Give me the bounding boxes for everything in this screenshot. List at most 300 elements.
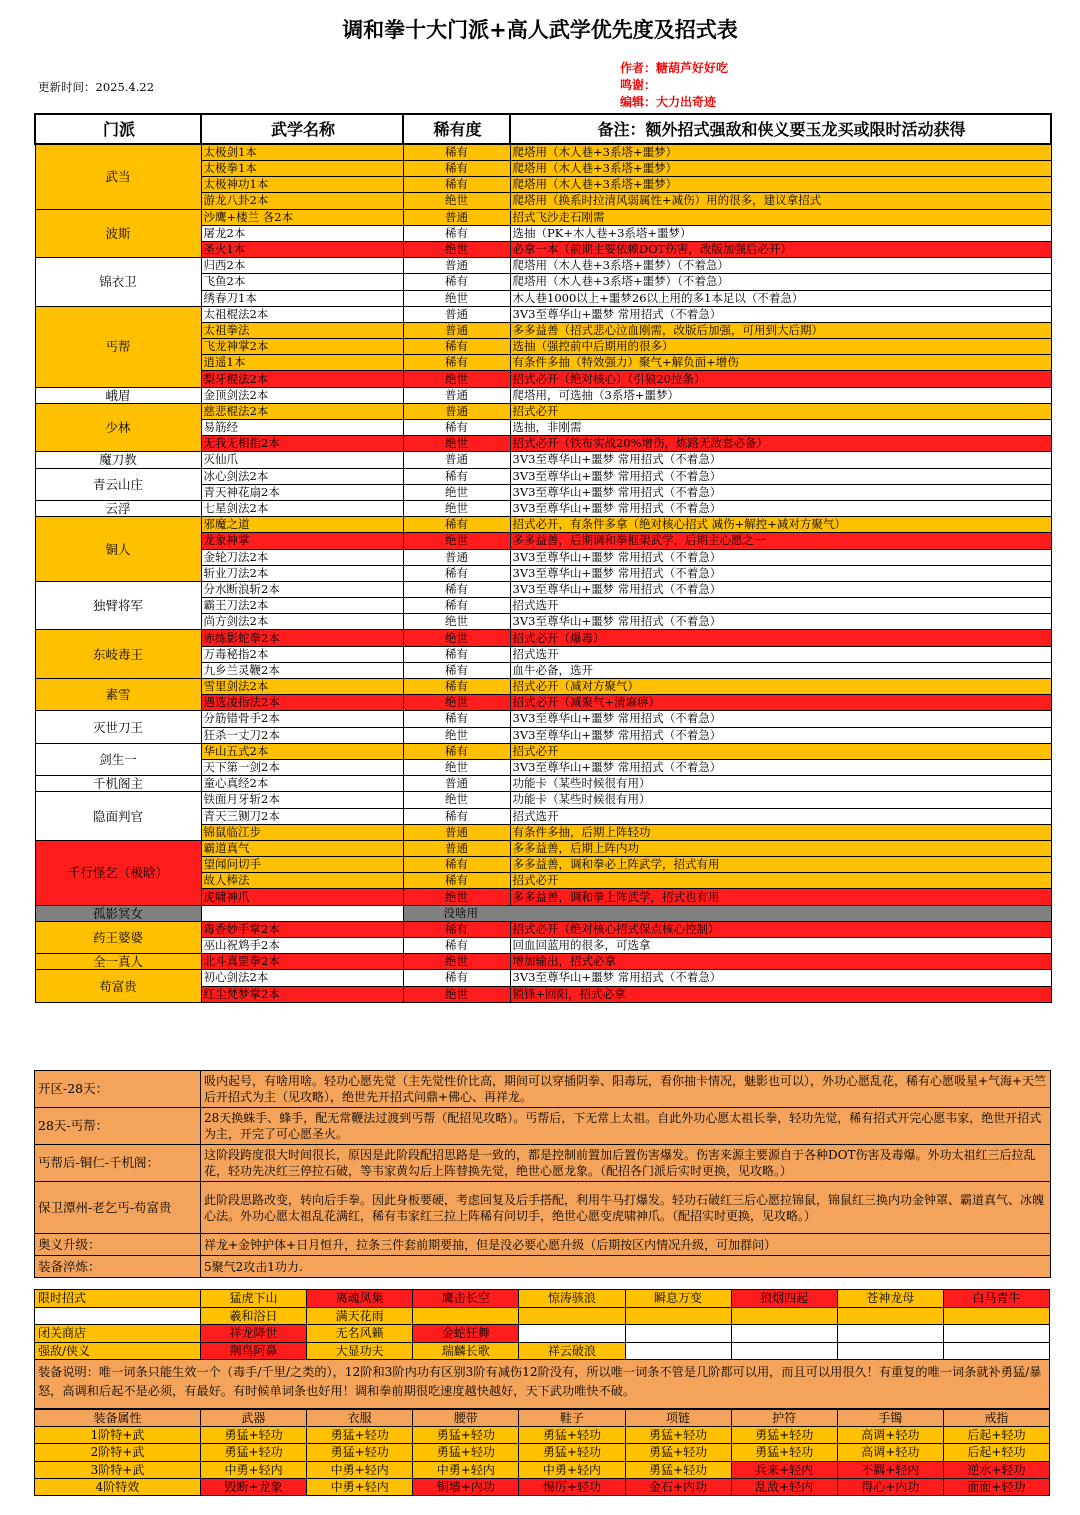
rarity: 稀有 xyxy=(403,565,510,581)
rarity: 稀有 xyxy=(403,355,510,371)
equip-affix: 面面+轻功 xyxy=(943,1478,1049,1495)
stage-notes-body xyxy=(35,1071,1051,1278)
limited-skill: 荆鸟阿鼻 xyxy=(201,1342,307,1360)
sect-name: 千机阁主 xyxy=(35,776,201,792)
skill-row xyxy=(35,258,1051,274)
rarity: 稀有 xyxy=(403,743,510,759)
skill-row xyxy=(35,403,1051,419)
rarity: 绝世 xyxy=(403,792,510,808)
stage-text: 28天换蛛手、蜂手，配无常鞭法过渡到丐帮（配招见攻略）。丐帮后，下无常上太祖。自此外功心愿太祖长拳，轻功先觉，稀有招式开完心愿韦家，绝世开招式为主，开完了可心愿圣火。 xyxy=(201,1108,1051,1145)
sect-name: 全一真人 xyxy=(35,954,201,970)
page-title: 调和拳十大门派+高人武学优先度及招式表 xyxy=(342,18,738,42)
skill-name: 分筋错骨手2本 xyxy=(201,711,403,727)
skill-note: 必拿一本（前期主要依赖DOT伤害，改版加强后必开） xyxy=(510,241,1051,257)
skill-row xyxy=(35,517,1051,533)
skill-note: 3V3至尊华山+噩梦 常用招式（不着急） xyxy=(510,711,1051,727)
rarity: 没啥用 xyxy=(403,905,1051,921)
sect-name: 千行怪乞（极晗） xyxy=(35,840,201,905)
stage-note-row xyxy=(35,1182,1051,1234)
limited-skill: 白马青牛 xyxy=(943,1290,1049,1308)
skill-note: 木人巷1000以上+噩梦26以上用的多1本足以（不着急） xyxy=(510,290,1051,306)
rarity: 绝世 xyxy=(403,290,510,306)
skill-name: 龙象神掌 xyxy=(201,533,403,549)
skill-name: 斩业刀法2本 xyxy=(201,565,403,581)
limited-group-label: 闭关商店 xyxy=(35,1325,201,1343)
skill-note: 3V3至尊华山+噩梦 常用招式（不着急） xyxy=(510,484,1051,500)
rarity: 稀有 xyxy=(403,177,510,193)
rarity: 绝世 xyxy=(403,695,510,711)
rarity: 绝世 xyxy=(403,241,510,257)
skill-note: 3V3至尊华山+噩梦 常用招式（不着急） xyxy=(510,759,1051,775)
equip-affix: 不羁+轻内 xyxy=(837,1461,943,1478)
rarity: 稀有 xyxy=(403,225,510,241)
limited-skill xyxy=(731,1325,837,1343)
header-sect: 门派 xyxy=(35,114,201,144)
skill-note: 功能卡（某些时候很有用） xyxy=(510,776,1051,792)
skill-name: 万毒秘指2本 xyxy=(201,646,403,662)
skill-row xyxy=(35,792,1051,808)
rarity: 普通 xyxy=(403,549,510,565)
limited-skill: 无名风籁 xyxy=(307,1325,413,1343)
sect-name: 魔刀教 xyxy=(35,452,201,468)
stage-note-row xyxy=(35,1071,1051,1108)
rarity: 稀有 xyxy=(403,274,510,290)
skill-note: 3V3至尊华山+噩梦 常用招式（不着急） xyxy=(510,468,1051,484)
equip-header: 武器 xyxy=(201,1410,307,1427)
skill-priority-table xyxy=(34,113,1052,1003)
equip-affix: 中勇+轻内 xyxy=(307,1461,413,1478)
skill-name: 故人棒法 xyxy=(201,873,403,889)
stage-text: 祥龙+金钟护体+日月恒升，拉条三件套前期要抽，但是没必要心愿升级（后期按区内情况升级，可加群问） xyxy=(201,1234,1051,1256)
stage-label: 奥义升级： xyxy=(35,1234,201,1256)
skill-note: 招式必开 xyxy=(510,743,1051,759)
skill-note: 爬塔用（木人巷+3系塔+噩梦） xyxy=(510,177,1051,193)
equip-affix: 中勇+轻内 xyxy=(413,1461,519,1478)
skill-name: 游龙八卦2本 xyxy=(201,193,403,209)
limited-skills-row xyxy=(35,1325,1050,1343)
skill-note: 回血回蓝用的很多，可选拿 xyxy=(510,938,1051,954)
skill-note: 选抽（PK+木人巷+3系塔+噩梦） xyxy=(510,225,1051,241)
stage-text: 这阶段跨度很大时间很长，原因是此阶段配招思路是一致的，都是控制前置加后置伤害爆发。伤害来源主要源自于各种DOT伤害及毒爆。外功太祖红三后拉乱花，轻功先决红三停拉石破，等韦家黄勾后上阵替换先觉，绝世心愿龙象。（配招各门派后实时更换，见攻略。） xyxy=(201,1145,1051,1182)
equip-affix: 得心+内功 xyxy=(837,1478,943,1495)
equip-affix: 后起+轻功 xyxy=(943,1444,1049,1461)
skill-row xyxy=(35,500,1051,516)
rarity: 稀有 xyxy=(403,938,510,954)
limited-skills-grid xyxy=(34,1289,1050,1360)
skill-name: 巫山祝鸩手2本 xyxy=(201,938,403,954)
skill-name: 赤练影蛇拳2本 xyxy=(201,630,403,646)
stage-label: 开区-28天： xyxy=(35,1071,201,1108)
rarity: 稀有 xyxy=(403,873,510,889)
credit-author: 作者：糖葫芦好好吃 xyxy=(620,61,729,75)
equip-tier: 1阶特+武 xyxy=(35,1427,201,1444)
skill-note: 多多益善，后期调和拳框架武学，后期主心愿之一 xyxy=(510,533,1051,549)
limited-skill xyxy=(943,1307,1049,1325)
rarity: 稀有 xyxy=(403,468,510,484)
equipment-table xyxy=(34,1409,1050,1496)
skill-note: 招式必开（减对方聚气） xyxy=(510,679,1051,695)
table-header-row xyxy=(35,114,1051,144)
skill-name: 邪魔之道 xyxy=(201,517,403,533)
sect-name: 孤影冥女 xyxy=(35,905,201,921)
skill-note: 招式必开（减聚气+清麻痹） xyxy=(510,695,1051,711)
limited-skill: 大显功夫 xyxy=(307,1342,413,1360)
skill-note: 3V3至尊华山+噩梦 常用招式（不着急） xyxy=(510,614,1051,630)
stage-note-row xyxy=(35,1256,1051,1278)
rarity: 稀有 xyxy=(403,598,510,614)
rarity: 绝世 xyxy=(403,533,510,549)
skill-row xyxy=(35,452,1051,468)
limited-skill xyxy=(837,1342,943,1360)
limited-skill: 满天花雨 xyxy=(307,1307,413,1325)
skill-name: 童心真经2本 xyxy=(201,776,403,792)
skill-note: 招式必开（爆毒） xyxy=(510,630,1051,646)
equip-header: 装备属性 xyxy=(35,1410,201,1427)
skill-name: 飞龙神掌2本 xyxy=(201,339,403,355)
skill-row xyxy=(35,711,1051,727)
skill-name: 红尘梵梦掌2本 xyxy=(201,986,403,1002)
rarity: 普通 xyxy=(403,840,510,856)
rarity: 普通 xyxy=(403,209,510,225)
skill-row xyxy=(35,468,1051,484)
limited-skill: 祥云破浪 xyxy=(519,1342,625,1360)
header-note: 备注：额外招式强敌和侠义要玉龙买或限时活动获得 xyxy=(510,114,1051,144)
skill-note: 3V3至尊华山+噩梦 常用招式（不着急） xyxy=(510,970,1051,986)
equip-affix: 勇猛+轻功 xyxy=(307,1427,413,1444)
sect-name: 独臂将军 xyxy=(35,581,201,630)
sect-name: 隐面判官 xyxy=(35,792,201,841)
skill-name: 锦鼠临江步 xyxy=(201,824,403,840)
stage-text: 此阶段思路改变，转向后手拳。因此身板要硬，考虑回复及后手搭配，利用牛马打爆发。轻功石破红三后心愿拉锦鼠，锦鼠红三换内功金钟罩、霸道真气、冰魄心法。外功心愿太祖乱花满红，稀有韦家红三拉上阵稀有问切手，绝世心愿变虎啸神爪。（配招实时更换，见攻略。） xyxy=(201,1182,1051,1234)
sect-name: 锦衣卫 xyxy=(35,258,201,307)
limited-group-label: 限时招式 xyxy=(35,1290,201,1308)
limited-skills-body xyxy=(35,1290,1050,1360)
rarity: 绝世 xyxy=(403,371,510,387)
equipment-row xyxy=(35,1427,1050,1444)
skill-note: 血牛必备，选开 xyxy=(510,662,1051,678)
skill-name: 青天三铡刀2本 xyxy=(201,808,403,824)
rarity: 稀有 xyxy=(403,339,510,355)
limited-skill xyxy=(519,1325,625,1343)
skill-name: 北斗真罡拳2本 xyxy=(201,954,403,970)
equip-affix: 乱敌+轻内 xyxy=(731,1478,837,1495)
limited-skills-row xyxy=(35,1290,1050,1308)
sect-name: 丐帮 xyxy=(35,306,201,387)
equip-affix: 勇猛+轻功 xyxy=(201,1427,307,1444)
equip-affix: 勇猛+轻功 xyxy=(307,1444,413,1461)
rarity: 稀有 xyxy=(403,420,510,436)
equip-affix: 惕厉+轻功 xyxy=(519,1478,625,1495)
rarity: 绝世 xyxy=(403,614,510,630)
skill-name: 毒香妙手掌2本 xyxy=(201,921,403,937)
stage-label: 28天-丐帮： xyxy=(35,1108,201,1145)
skill-note: 招式选开 xyxy=(510,808,1051,824)
skill-name: 华山五式2本 xyxy=(201,743,403,759)
sect-name: 峨眉 xyxy=(35,387,201,403)
sect-name: 铜人 xyxy=(35,517,201,582)
skill-note: 选抽，非刚需 xyxy=(510,420,1051,436)
equip-header: 鞋子 xyxy=(519,1410,625,1427)
skill-note: 招式选开 xyxy=(510,598,1051,614)
skill-row xyxy=(35,679,1051,695)
header-skill: 武学名称 xyxy=(201,114,403,144)
equip-affix: 兵来+轻内 xyxy=(731,1461,837,1478)
skill-name: 狂杀一丈刀2本 xyxy=(201,727,403,743)
skill-row xyxy=(35,970,1051,986)
equip-header: 手镯 xyxy=(837,1410,943,1427)
limited-skill: 惊涛骇浪 xyxy=(519,1290,625,1308)
equip-tier: 3阶特+武 xyxy=(35,1461,201,1478)
stage-note-row xyxy=(35,1145,1051,1182)
rarity: 稀有 xyxy=(403,970,510,986)
equip-header: 戒指 xyxy=(943,1410,1049,1427)
stage-note-row xyxy=(35,1234,1051,1256)
rarity: 绝世 xyxy=(403,889,510,905)
limited-skill: 狼烟四起 xyxy=(731,1290,837,1308)
skill-note: 有条件多抽（特效强力）聚气+解负面+增伤 xyxy=(510,355,1051,371)
skill-name: 初心剑法2本 xyxy=(201,970,403,986)
skill-note: 3V3至尊华山+噩梦 常用招式（不着急） xyxy=(510,581,1051,597)
rarity: 绝世 xyxy=(403,954,510,970)
rarity: 绝世 xyxy=(403,500,510,516)
skill-note: 爬塔用（木人巷+3系塔+噩梦）（不着急） xyxy=(510,274,1051,290)
skill-name: 金顶剑法2本 xyxy=(201,387,403,403)
rarity: 稀有 xyxy=(403,144,510,161)
rarity: 稀有 xyxy=(403,679,510,695)
skill-name: 太祖棍法2本 xyxy=(201,306,403,322)
skill-name: 遇选凌指法2本 xyxy=(201,695,403,711)
skill-note: 招式必开，有条件多拿（绝对核心招式 减伤+解控+减对方聚气） xyxy=(510,517,1051,533)
equip-affix: 中勇+轻内 xyxy=(307,1478,413,1495)
limited-skill xyxy=(943,1325,1049,1343)
limited-skill: 祥龙降世 xyxy=(201,1325,307,1343)
rarity: 绝世 xyxy=(403,484,510,500)
sect-name: 灭世刀王 xyxy=(35,711,201,743)
equip-affix: 中勇+轻内 xyxy=(519,1461,625,1478)
limited-skill: 离魂凤集 xyxy=(307,1290,413,1308)
skill-note: 3V3至尊华山+噩梦 常用招式（不着急） xyxy=(510,565,1051,581)
skill-row xyxy=(35,306,1051,322)
skill-name: 铁面月牙斩2本 xyxy=(201,792,403,808)
limited-skill xyxy=(625,1307,731,1325)
limited-group-label xyxy=(35,1307,201,1325)
skill-name: 霸道真气 xyxy=(201,840,403,856)
limited-skill xyxy=(413,1307,519,1325)
skill-note: 3V3至尊华山+噩梦 常用招式（不着急） xyxy=(510,452,1051,468)
skill-name: 灭仙爪 xyxy=(201,452,403,468)
skill-row xyxy=(35,776,1051,792)
skill-name: 霸王刀法2本 xyxy=(201,598,403,614)
skill-row xyxy=(35,144,1051,161)
rarity: 普通 xyxy=(403,824,510,840)
skill-name: 虎啸神爪 xyxy=(201,889,403,905)
limited-skill xyxy=(625,1325,731,1343)
skill-name: 归西2本 xyxy=(201,258,403,274)
rarity: 稀有 xyxy=(403,161,510,177)
skill-name: 分水断浪斩2本 xyxy=(201,581,403,597)
stage-text: 吸内起号，有啥用啥。轻功心愿先觉（主先觉性价比高，期间可以穿插阴拳、阳毒玩，看你抽卡情况，魅影也可以），外功心愿乱花，稀有心愿吸星+气海+天竺后开招式为主（见攻略），绝世先开招式问鼎+佛心、再祥龙。 xyxy=(201,1071,1051,1108)
skill-name: 太极拳1本 xyxy=(201,161,403,177)
skill-note: 招式必开（铁布实战20%增伤，炼路无敌套必备） xyxy=(510,436,1051,452)
header-rarity: 稀有度 xyxy=(403,114,510,144)
sect-name: 武当 xyxy=(35,144,201,209)
limited-skill xyxy=(731,1342,837,1360)
skill-note: 增加输出，招式必拿 xyxy=(510,954,1051,970)
skill-row xyxy=(35,954,1051,970)
skill-note: 招式选开 xyxy=(510,646,1051,662)
skill-name: 九乡兰灵鞭2本 xyxy=(201,662,403,678)
skill-name: 梨牙棍法2本 xyxy=(201,371,403,387)
skill-row xyxy=(35,387,1051,403)
skill-row xyxy=(35,209,1051,225)
rarity: 普通 xyxy=(403,306,510,322)
equip-affix: 毁断+龙象 xyxy=(201,1478,307,1495)
rarity: 普通 xyxy=(403,322,510,338)
equip-header: 项链 xyxy=(625,1410,731,1427)
skill-note: 爬塔用（换系时拉清风弱属性+减伤）用的很多，建议拿招式 xyxy=(510,193,1051,209)
skill-name: 屠龙2本 xyxy=(201,225,403,241)
stage-notes-table xyxy=(34,1070,1051,1278)
rarity: 稀有 xyxy=(403,921,510,937)
equip-affix: 勇猛+轻功 xyxy=(201,1444,307,1461)
limited-skills-row xyxy=(35,1307,1050,1325)
equip-affix: 铜墙+内功 xyxy=(413,1478,519,1495)
rarity: 稀有 xyxy=(403,646,510,662)
skill-name: 太祖拳法 xyxy=(201,322,403,338)
sect-name: 素雪 xyxy=(35,679,201,711)
skill-name: 七星剑法2本 xyxy=(201,500,403,516)
skill-name: 飞鱼2本 xyxy=(201,274,403,290)
skill-row xyxy=(35,905,1051,921)
equip-affix: 后起+轻功 xyxy=(943,1427,1049,1444)
skill-name: 雪里剑法2本 xyxy=(201,679,403,695)
rarity: 绝世 xyxy=(403,759,510,775)
limited-skill xyxy=(519,1307,625,1325)
skill-note: 招式必开（绝对核心）（引狼20拉条） xyxy=(510,371,1051,387)
skill-name: 无我无相指2本 xyxy=(201,436,403,452)
limited-skill: 猛虎下山 xyxy=(201,1290,307,1308)
equip-affix: 中勇+轻内 xyxy=(201,1461,307,1478)
credit-thanks: 鸣谢： xyxy=(620,78,657,92)
limited-skill xyxy=(731,1307,837,1325)
skill-name: 沙鹰+楼兰 各2本 xyxy=(201,209,403,225)
stage-label: 装备淬炼： xyxy=(35,1256,201,1278)
stage-text: 5聚气2攻击1功力. xyxy=(201,1256,1051,1278)
sect-name: 波斯 xyxy=(35,209,201,258)
rarity: 稀有 xyxy=(403,581,510,597)
skill-note: 3V3至尊华山+噩梦 常用招式（不着急） xyxy=(510,500,1051,516)
equip-affix: 高调+轻功 xyxy=(837,1444,943,1461)
skill-name: 太极剑1本 xyxy=(201,144,403,161)
rarity: 稀有 xyxy=(403,808,510,824)
rarity: 稀有 xyxy=(403,857,510,873)
limited-skill: 羲和浴日 xyxy=(201,1307,307,1325)
equipment-row xyxy=(35,1444,1050,1461)
stage-note-row xyxy=(35,1108,1051,1145)
skill-note: 爬塔用（木人巷+3系塔+噩梦） xyxy=(510,144,1051,161)
skill-note: 多多益善（招式悲心泣血刚需，改版后加强，可用到大后期） xyxy=(510,322,1051,338)
rarity: 普通 xyxy=(403,387,510,403)
equip-affix: 勇猛+轻功 xyxy=(625,1444,731,1461)
stage-label: 丐帮后-铜仁-千机阁： xyxy=(35,1145,201,1182)
skill-name: 逍遥1本 xyxy=(201,355,403,371)
sect-name: 青云山庄 xyxy=(35,468,201,500)
limited-skill xyxy=(625,1342,731,1360)
skill-note: 锁锋+回阳，招式必拿 xyxy=(510,986,1051,1002)
equip-affix: 勇猛+轻功 xyxy=(731,1444,837,1461)
skill-note: 3V3至尊华山+噩梦 常用招式（不着急） xyxy=(510,306,1051,322)
equip-affix: 金石+内功 xyxy=(625,1478,731,1495)
sect-name: 苟富贵 xyxy=(35,970,201,1002)
equip-affix: 勇猛+轻功 xyxy=(519,1427,625,1444)
skill-note: 3V3至尊华山+噩梦 常用招式（不着急） xyxy=(510,727,1051,743)
rarity: 绝世 xyxy=(403,193,510,209)
skill-name xyxy=(201,905,403,921)
skill-note: 招式必开 xyxy=(510,403,1051,419)
equip-affix: 勇猛+轻功 xyxy=(413,1444,519,1461)
equip-tier: 4阶特效 xyxy=(35,1478,201,1495)
rarity: 普通 xyxy=(403,258,510,274)
skill-row xyxy=(35,840,1051,856)
skill-note: 多多益善，调和拳上阵武学，招式也有用 xyxy=(510,889,1051,905)
rarity: 绝世 xyxy=(403,727,510,743)
equip-tier: 2阶特+武 xyxy=(35,1444,201,1461)
skill-name: 天下第一剑2本 xyxy=(201,759,403,775)
rarity: 普通 xyxy=(403,776,510,792)
sect-name: 剑生一 xyxy=(35,743,201,775)
equip-header: 衣服 xyxy=(307,1410,413,1427)
skill-name: 慈悲棍法2本 xyxy=(201,403,403,419)
rarity: 绝世 xyxy=(403,630,510,646)
stage-label: 保卫潭州-老乞丐-苟富贵 xyxy=(35,1182,201,1234)
equip-affix: 高调+轻功 xyxy=(837,1427,943,1444)
skill-table-body xyxy=(35,114,1051,1002)
skill-note: 多多益善，后期上阵内功 xyxy=(510,840,1051,856)
equipment-row xyxy=(35,1461,1050,1478)
rarity: 普通 xyxy=(403,452,510,468)
skill-note: 选抽（强控前中后期用的很多） xyxy=(510,339,1051,355)
credit-editor: 编辑：大力出奇迹 xyxy=(620,95,717,109)
skill-note: 招式飞沙走石刚需 xyxy=(510,209,1051,225)
skill-name: 金轮刀法2本 xyxy=(201,549,403,565)
limited-skill xyxy=(837,1325,943,1343)
skill-name: 绣春刀1本 xyxy=(201,290,403,306)
skill-name: 易筋经 xyxy=(201,420,403,436)
skill-row xyxy=(35,743,1051,759)
skill-note: 功能卡（某些时候很有用） xyxy=(510,792,1051,808)
skill-note: 招式必开（绝对核心招式保点核心控制） xyxy=(510,921,1051,937)
rarity: 稀有 xyxy=(403,711,510,727)
limited-skill: 苍神龙母 xyxy=(837,1290,943,1308)
equip-header: 护符 xyxy=(731,1410,837,1427)
skill-name: 青天神花扇2本 xyxy=(201,484,403,500)
limited-skill: 瑞麟长歌 xyxy=(413,1342,519,1360)
limited-skill: 金蛇狂舞 xyxy=(413,1325,519,1343)
limited-skill: 鹰击长空 xyxy=(413,1290,519,1308)
rarity: 普通 xyxy=(403,403,510,419)
skill-name: 望闻问切手 xyxy=(201,857,403,873)
limited-skill xyxy=(943,1342,1049,1360)
skill-note: 爬塔用（木人巷+3系塔+噩梦） xyxy=(510,161,1051,177)
rarity: 绝世 xyxy=(403,986,510,1002)
skill-note: 爬塔用，可选抽（3系塔+噩梦） xyxy=(510,387,1051,403)
equip-header: 腰带 xyxy=(413,1410,519,1427)
equip-affix: 勇猛+轻功 xyxy=(413,1427,519,1444)
skill-row xyxy=(35,921,1051,937)
skill-note: 有条件多抽，后期上阵轻功 xyxy=(510,824,1051,840)
equip-affix: 逆水+轻功 xyxy=(943,1461,1049,1478)
skill-row xyxy=(35,581,1051,597)
